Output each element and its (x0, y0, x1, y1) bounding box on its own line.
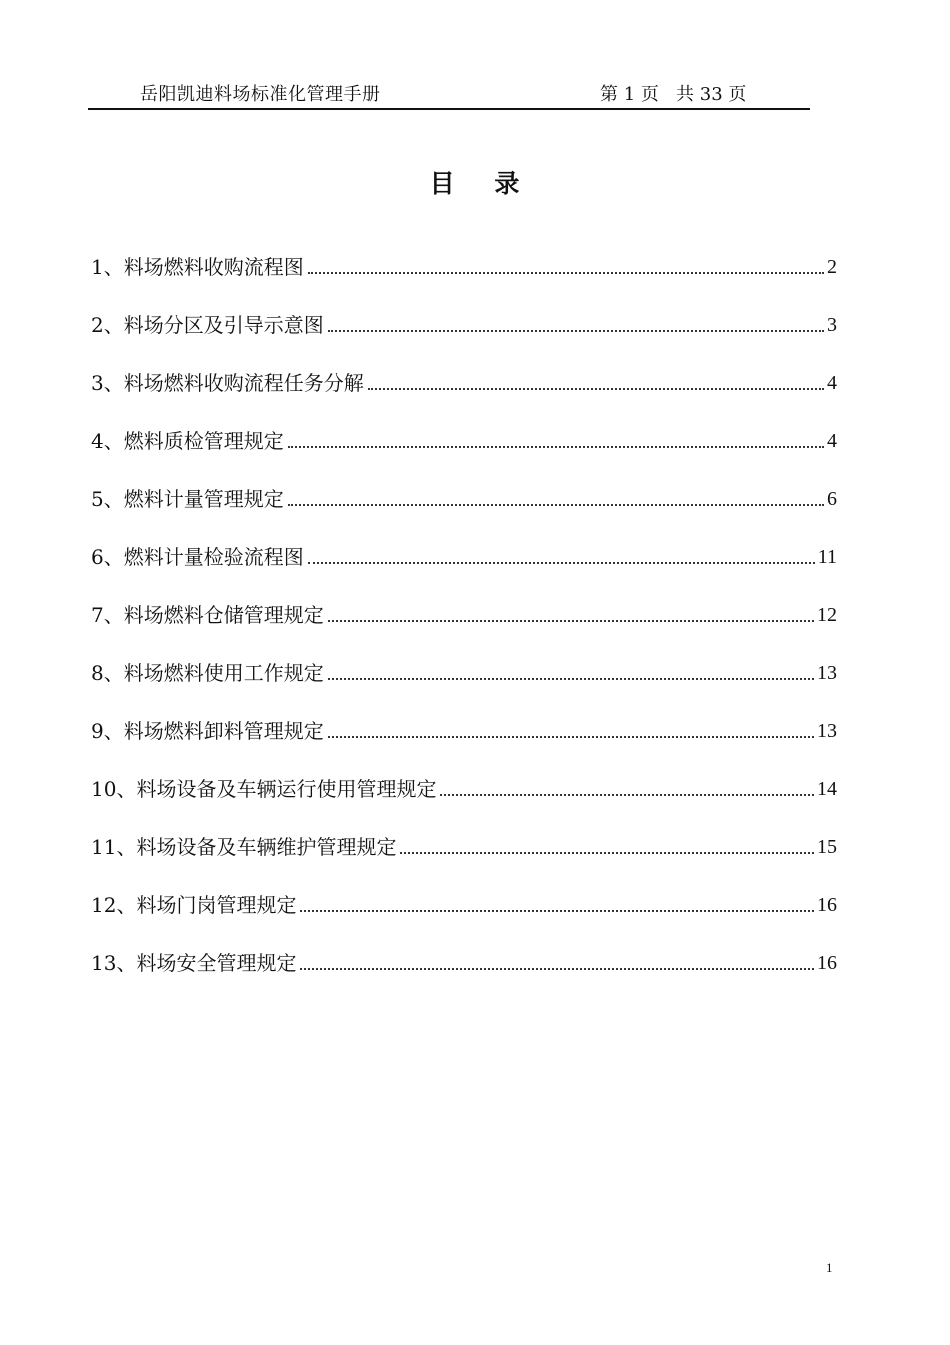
toc-entry[interactable] (91, 398, 837, 456)
dot-leader (300, 909, 814, 912)
toc-entry[interactable] (91, 920, 837, 978)
dot-leader (328, 329, 824, 332)
dot-leader (368, 387, 824, 390)
toc-entry-page: 12 (817, 604, 837, 626)
dot-leader (300, 967, 814, 970)
toc-heading: 目 录 (429, 169, 521, 198)
toc-entry-label: 4、燃料质检管理规定 (91, 429, 284, 453)
toc-entry-label: 8、料场燃料使用工作规定 (91, 661, 324, 685)
document-title: 岳阳凯迪料场标准化管理手册 (140, 84, 381, 105)
toc-entry[interactable] (91, 746, 837, 804)
toc-entry-label: 3、料场燃料收购流程任务分解 (91, 371, 364, 395)
dot-leader (328, 735, 814, 738)
toc-entry-label: 2、料场分区及引导示意图 (91, 313, 324, 337)
toc-entry-page: 4 (827, 372, 837, 394)
toc-entry-label: 13、料场安全管理规定 (91, 951, 297, 975)
toc-entry-page: 13 (817, 662, 837, 684)
toc-entry-page: 16 (817, 894, 837, 916)
toc-entry[interactable] (91, 688, 837, 746)
toc-entry[interactable] (91, 456, 837, 514)
toc-entry[interactable] (91, 862, 837, 920)
toc-entry-label: 5、燃料计量管理规定 (91, 487, 284, 511)
dot-leader (440, 793, 814, 796)
toc-entry-page: 13 (817, 720, 837, 742)
dot-leader (328, 677, 814, 680)
table-of-contents (91, 224, 837, 978)
toc-entry-page: 15 (817, 836, 837, 858)
toc-entry[interactable] (91, 282, 837, 340)
toc-entry[interactable] (91, 514, 837, 572)
toc-entry-page: 2 (827, 256, 837, 278)
toc-entry-label: 7、料场燃料仓储管理规定 (91, 603, 324, 627)
toc-entry-page: 3 (827, 314, 837, 336)
toc-entry-label: 10、料场设备及车辆运行使用管理规定 (91, 777, 437, 801)
footer-page-number: 1 (826, 1260, 833, 1275)
toc-entry-label: 11、料场设备及车辆维护管理规定 (91, 835, 397, 859)
toc-entry-page: 4 (827, 430, 837, 452)
toc-entry-page: 16 (817, 952, 837, 974)
page-count: 第 1 页 共 33 页 (600, 84, 747, 105)
dot-leader (288, 503, 824, 506)
toc-entry[interactable] (91, 804, 837, 862)
page-header (88, 78, 810, 110)
dot-leader (400, 851, 814, 854)
toc-entry-page: 11 (817, 546, 837, 568)
toc-entry-label: 6、燃料计量检验流程图 (91, 545, 304, 569)
dot-leader (308, 271, 824, 274)
dot-leader (308, 561, 815, 564)
toc-entry-page: 14 (817, 778, 837, 800)
dot-leader (288, 445, 824, 448)
toc-entry[interactable] (91, 572, 837, 630)
toc-entry-label: 9、料场燃料卸料管理规定 (91, 719, 324, 743)
toc-entry-label: 1、料场燃料收购流程图 (91, 255, 304, 279)
toc-entry-label: 12、料场门岗管理规定 (91, 893, 297, 917)
toc-entry[interactable] (91, 340, 837, 398)
dot-leader (328, 619, 814, 622)
toc-entry[interactable] (91, 224, 837, 282)
toc-entry[interactable] (91, 630, 837, 688)
toc-entry-page: 6 (827, 488, 837, 510)
